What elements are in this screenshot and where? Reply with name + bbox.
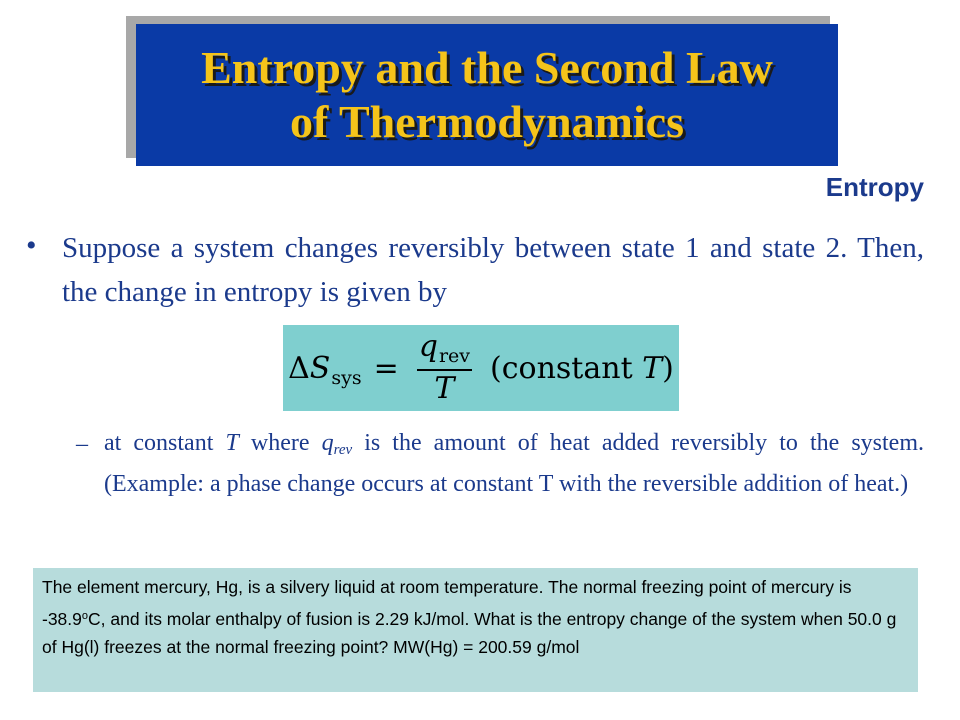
bullet-text: Suppose a system changes reversibly between state 1 and state 2. Then, the change in entropy is given by bbox=[62, 232, 924, 308]
formula-numerator bbox=[417, 330, 472, 371]
problem-box bbox=[33, 568, 918, 692]
formula-q-subscript: rev bbox=[438, 344, 471, 367]
sub-bullet-t: T bbox=[225, 430, 239, 456]
formula-condition-t: T bbox=[642, 350, 663, 386]
problem-text-part-2: C, and its molar enthalpy of fusion is 2.29 kJ/mol. What is the entropy change of the system when 50.0 g of Hg(l) freezes at the normal freezing point? MW(Hg) = 200.59 g/mol bbox=[42, 608, 897, 657]
sub-bullet-q: q bbox=[321, 430, 334, 456]
slide-title-line-2: of Thermodynamics bbox=[290, 96, 684, 147]
section-label: Entropy bbox=[825, 172, 924, 202]
formula-fraction bbox=[417, 330, 472, 407]
formula-equals: = bbox=[373, 350, 399, 386]
formula-delta: Δ bbox=[288, 350, 310, 386]
degree-superscript: o bbox=[81, 609, 89, 622]
bullet-icon: • bbox=[26, 229, 37, 262]
sub-bullet-q-subscript: rev bbox=[333, 442, 353, 458]
formula-condition-open: (constant bbox=[490, 350, 643, 386]
formula-condition bbox=[490, 351, 674, 386]
sub-bullet-part-1: at constant bbox=[104, 430, 226, 456]
formula-s: S bbox=[309, 350, 331, 386]
entropy-formula bbox=[283, 325, 679, 411]
formula-condition-close: ) bbox=[662, 350, 674, 386]
formula-row bbox=[288, 330, 674, 407]
formula-denominator: T bbox=[434, 370, 455, 406]
slide-title-box bbox=[136, 24, 838, 166]
formula-s-subscript: sys bbox=[331, 367, 362, 389]
sub-bullet-dash: – bbox=[76, 431, 88, 457]
sub-bullet-part-3: is the amount of heat added reversibly to the system. (Example: a phase change occurs at constant T with the reversible addition of heat.) bbox=[104, 430, 924, 497]
formula-q: q bbox=[418, 328, 438, 364]
sub-bullet-part-2: where bbox=[238, 430, 322, 456]
problem-text-part-1: The element mercury, Hg, is a silvery liquid at room temperature. The normal freezing point of mercury is -38.9 bbox=[42, 577, 852, 629]
sub-bullet-text bbox=[104, 424, 924, 503]
slide-title-line-1: Entropy and the Second Law bbox=[201, 42, 773, 93]
